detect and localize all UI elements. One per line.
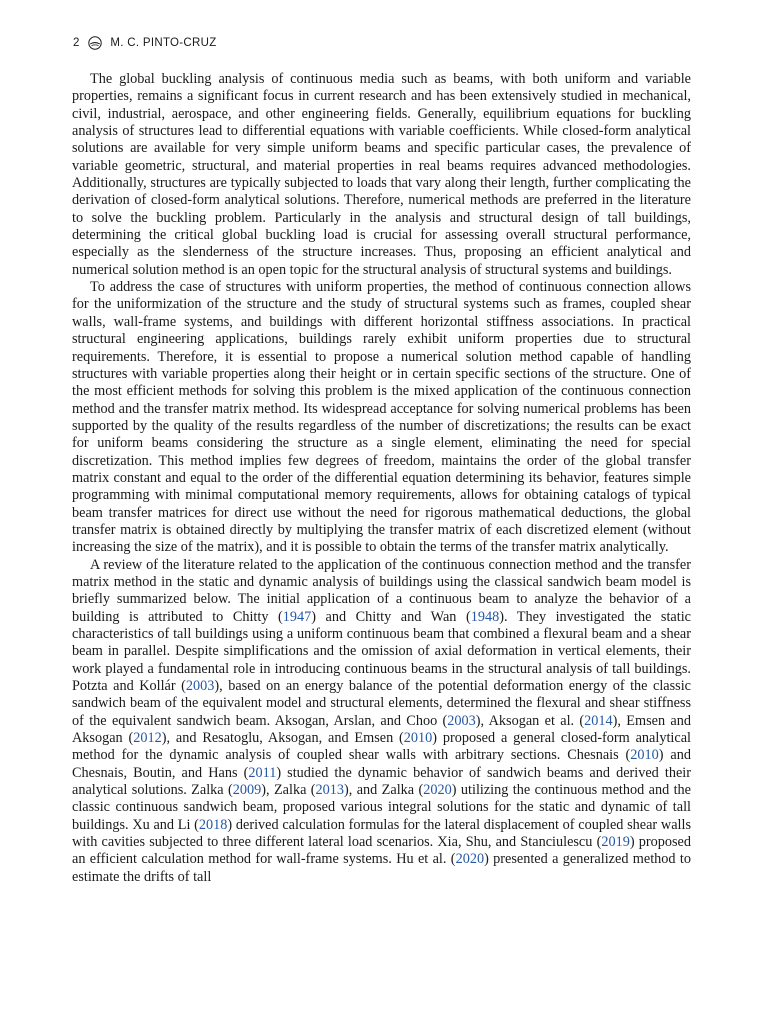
paragraph-text: ) proposed a general closed-form analytical method for the dynamic analysis of coupled shear walls with arbitrary sections. Chesnais (	[72, 730, 691, 764]
paragraph-text: ), and Resatoglu, Aksogan, and Emsen (	[161, 730, 404, 747]
paragraph-text: The global buckling analysis of continuous media such as beams, with both uniform and variable properties, remains a significant focus in current research and has been extensively studied in mechanical, civil, industrial, aerospace, and other engineering fields. Generally, equilibrium equations for buckling analysis of structures lead to differential equations with variable coefficients. While closed-form analytical solutions are available for very simple uniform beams and specific particular cases, the prevalence of variable geometric, structural, and material properties in real beams requires advanced methodologies. Additionally, structures are typically subjected to loads that vary along their length, further complicating the derivation of closed-form analytical solutions. Therefore, numerical methods are preferred in the literature to solve the buckling problem. Particularly in the analysis and structural design of tall buildings, determining the critical global buckling load is crucial for assessing overall structural performance, especially as the slenderness of the structure increases. Thus, proposing an efficient analytical and numerical solution method is an open topic for the structural analysis of structural systems and buildings.	[72, 71, 691, 278]
citation-link[interactable]: 2014	[584, 712, 613, 729]
paragraph-text: ) proposed an efficient calculation method for wall-frame systems. Hu et al. (	[72, 834, 691, 868]
citation-link[interactable]: 2010	[630, 747, 659, 764]
paragraph-text: ), Aksogan et al. (	[475, 712, 585, 729]
citation-link[interactable]: 2012	[133, 730, 162, 747]
paragraph-text: To address the case of structures with uniform properties, the method of continuous connection allows for the uniformization of the structure and the study of structural systems such as frames, coupled shear walls, wall-frame systems, and buildings with different horizontal stiffness associations. In practical structural engineering applications, buildings rarely exhibit uniform properties due to structural requirements. Therefore, it is essential to propose a numerical solution method capable of handling structures with variable properties along their height or in certain specific sections of the structure. One of the most efficient methods for solving this problem is the mixed application of the continuous connection method and the transfer matrix method. Its widespread acceptance for solving numerical problems has been supported by the quality of the results regardless of the number of discretizations; the results can be exact for uniform beams considering the structure as a single element, eliminating the need for special discretization. This method implies few degrees of freedom, maintains the order of the global transfer matrix constant and equal to the order of the differential equation determining its behavior, features simple programming with minimal computational memory requirements, allows for obtaining catalogs of typical beam transfer matrices for direct use without the need for rigorous mathematical deductions, the global transfer matrix is obtained directly by multiplying the transfer matrix of each discretized element (without increasing the size of the matrix), and it is possible to obtain the terms of the transfer matrix analytically.	[72, 279, 691, 556]
citation-link[interactable]: 2018	[198, 816, 228, 833]
running-header	[73, 33, 217, 53]
citation-link[interactable]: 2003	[447, 712, 476, 729]
paragraph-text: ), Zalka (	[261, 782, 316, 799]
citation-link[interactable]: 1947	[282, 608, 312, 625]
citation-link[interactable]: 2013	[315, 782, 345, 799]
paragraph	[72, 71, 691, 279]
paragraph-text: ), Emsen and Aksogan (	[72, 712, 692, 747]
paragraph-text: ). They investigated the static characteristics of tall buildings using a uniform continuous beam that combined a flexural beam and a shear beam in parallel. Despite simplifications and the omission of axial deformation in vertical elements, their work played a fundamental role in introducing continuous beams in the structural analysis of tall buildings. Potzta and Kollár (	[72, 608, 692, 695]
paragraph-text: A review of the literature related to the application of the continuous connection method and the transfer matrix method in the static and dynamic analysis of buildings using the classical sandwich beam model is briefly summarized below. The initial application of a continuous beam to analyze the behavior of a building is attributed to Chitty (	[72, 556, 691, 625]
paragraph-text: ) and Chitty and Wan (	[311, 608, 471, 625]
body-text	[72, 71, 691, 886]
citation-link[interactable]: 2003	[185, 678, 215, 695]
paragraph-text: ) and Chesnais, Boutin, and Hans (	[72, 747, 691, 781]
paragraph-text: ) derived calculation formulas for the lateral displacement of coupled shear walls with cavities subjected to three different lateral load scenarios. Xia, Shu, and Stanciulescu (	[72, 816, 691, 851]
paragraph-text: ), based on an energy balance of the potential deformation energy of the classic sandwich beam of the equivalent model and structural elements, determined the flexural and shear stiffness of the equivalent sandwich beam. Aksogan, Arslan, and Choo (	[72, 678, 691, 729]
citation-link[interactable]: 2019	[601, 834, 630, 851]
paragraph-text: ) presented a generalized method to estimate the drifts of tall	[72, 851, 691, 885]
paragraph	[72, 557, 691, 887]
paragraph-text: ) utilizing the continuous method and the classic continuous sandwich beam, proposed various integral solutions for the static and dynamic of tall buildings. Xu and Li (	[72, 782, 691, 833]
paragraph-text: ) studied the dynamic behavior of sandwich beams and derived their analytical solutions. Zalka (	[72, 764, 691, 799]
paragraph-text: ), and Zalka (	[344, 782, 424, 799]
citation-link[interactable]: 2020	[455, 851, 485, 868]
citation-link[interactable]: 2020	[423, 782, 452, 799]
citation-link[interactable]: 1948	[470, 608, 500, 625]
page-number: 2	[73, 37, 80, 49]
citation-link[interactable]: 2009	[232, 782, 262, 799]
running-author: M. C. PINTO-CRUZ	[110, 37, 217, 49]
citation-link[interactable]: 2011	[248, 764, 277, 781]
paragraph	[72, 279, 691, 557]
journal-logo-icon	[88, 36, 102, 50]
citation-link[interactable]: 2010	[403, 730, 433, 747]
